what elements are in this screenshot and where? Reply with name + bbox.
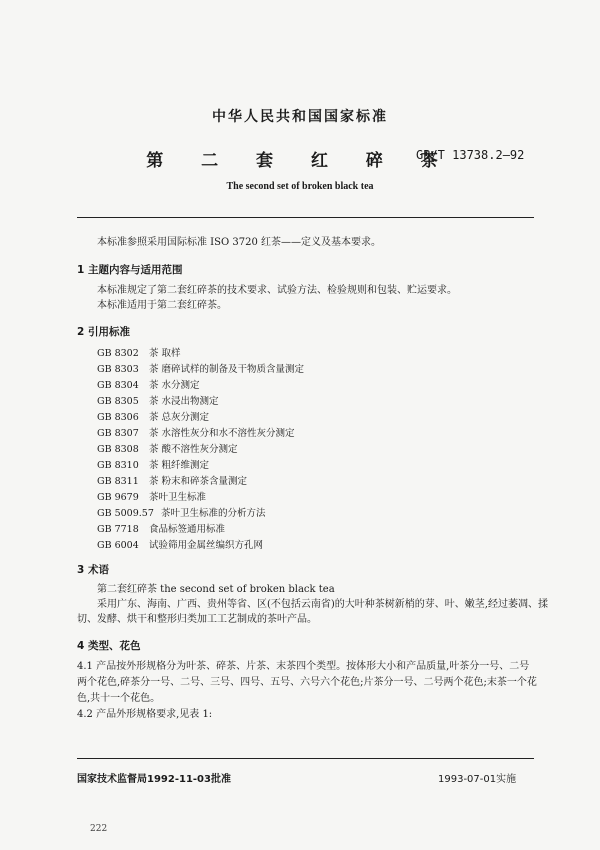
term-definition-line-2: 切、发酵、烘干和整形归类加工工艺制成的茶叶产品。	[77, 614, 317, 625]
clause-4-1-line-3: 色,共十一个花色。	[77, 693, 161, 704]
reference-code: GB 7718	[97, 524, 139, 535]
reference-row	[97, 441, 238, 455]
reference-row	[97, 537, 263, 551]
effective-date: 1993-07-01实施	[438, 774, 517, 785]
reference-code: GB 9679	[97, 492, 139, 503]
term-definition-line-1: 采用广东、海南、广西、贵州等省、区(不包括云南省)的大叶种茶树新梢的芽、叶、嫩茎,经过萎凋、揉	[97, 599, 548, 610]
reference-code: GB 8306	[97, 412, 139, 423]
page-number: 222	[90, 824, 108, 834]
reference-row	[97, 521, 225, 535]
reference-code: GB 8304	[97, 380, 139, 391]
reference-row	[97, 393, 219, 407]
clause-4-1-line-2: 两个花色,碎茶分一号、二号、三号、四号、五号、六号六个花色;片茶分一号、二号两个花色;末茶一个花	[77, 677, 537, 688]
section-3-heading: 3 术语	[77, 564, 109, 576]
reference-row	[97, 345, 181, 359]
reference-code: GB 8310	[97, 460, 139, 471]
reference-code: GB 8308	[97, 444, 139, 455]
reference-code: GB 6004	[97, 540, 139, 551]
reference-code: GB 8307	[97, 428, 139, 439]
section-2-heading: 2 引用标准	[77, 326, 130, 338]
term-entry: 第二套红碎茶 the second set of broken black tea	[97, 584, 335, 595]
reference-title: 茶叶卫生标准的分析方法	[161, 508, 266, 519]
section-1-paragraph-1: 本标准规定了第二套红碎茶的技术要求、试验方法、检验规则和包装、贮运要求。	[97, 285, 457, 296]
reference-title: 茶 磨碎试样的制备及干物质含量测定	[149, 364, 305, 375]
reference-title: 茶 总灰分测定	[149, 412, 210, 423]
reference-row	[97, 409, 209, 423]
reference-code: GB 8305	[97, 396, 139, 407]
reference-title: 茶 酸不溶性灰分测定	[149, 444, 238, 455]
clause-4-2: 4.2 产品外形规格要求,见表 1:	[77, 709, 213, 720]
reference-row	[97, 505, 266, 519]
header-divider	[77, 217, 534, 218]
reference-code: GB 8311	[97, 476, 139, 487]
reference-title: 食品标签通用标准	[149, 524, 226, 535]
document-title: 第 二 套 红 碎 茶	[146, 151, 454, 171]
reference-row	[97, 473, 247, 487]
reference-code: GB 5009.57	[97, 508, 154, 519]
reference-title: 试验筛用金属丝编织方孔网	[149, 540, 264, 551]
reference-title: 茶 粉末和碎茶含量测定	[149, 476, 248, 487]
document-subtitle-en: The second set of broken black tea	[226, 181, 374, 192]
reference-title: 茶 水分测定	[149, 380, 200, 391]
reference-row	[97, 425, 295, 439]
reference-title: 茶 水溶性灰分和水不溶性灰分测定	[149, 428, 295, 439]
standard-org-heading: 中华人民共和国国家标准	[212, 109, 388, 125]
reference-code: GB 8302	[97, 348, 139, 359]
standard-code: GB/T 13738.2—92	[416, 148, 525, 162]
approval-note: 国家技术监督局1992-11-03批准	[77, 774, 231, 785]
clause-4-1-line-1: 4.1 产品按外形规格分为叶茶、碎茶、片茶、末茶四个类型。按体形大小和产品质量,叶茶分一号、二号	[77, 661, 530, 672]
section-4-heading: 4 类型、花色	[77, 640, 141, 652]
reference-row	[97, 489, 206, 503]
reference-title: 茶 水浸出物测定	[149, 396, 219, 407]
section-1-heading: 1 主题内容与适用范围	[77, 264, 183, 276]
reference-row	[97, 457, 209, 471]
footer-divider	[77, 758, 534, 759]
reference-title: 茶叶卫生标准	[149, 492, 207, 503]
reference-row	[97, 377, 200, 391]
reference-row	[97, 361, 304, 375]
reference-title: 茶 粗纤维测定	[149, 460, 210, 471]
section-1-paragraph-2: 本标准适用于第二套红碎茶。	[97, 300, 227, 311]
intro-paragraph: 本标准参照采用国际标准 ISO 3720 红茶——定义及基本要求。	[97, 237, 381, 248]
reference-code: GB 8303	[97, 364, 139, 375]
reference-title: 茶 取样	[149, 348, 181, 359]
